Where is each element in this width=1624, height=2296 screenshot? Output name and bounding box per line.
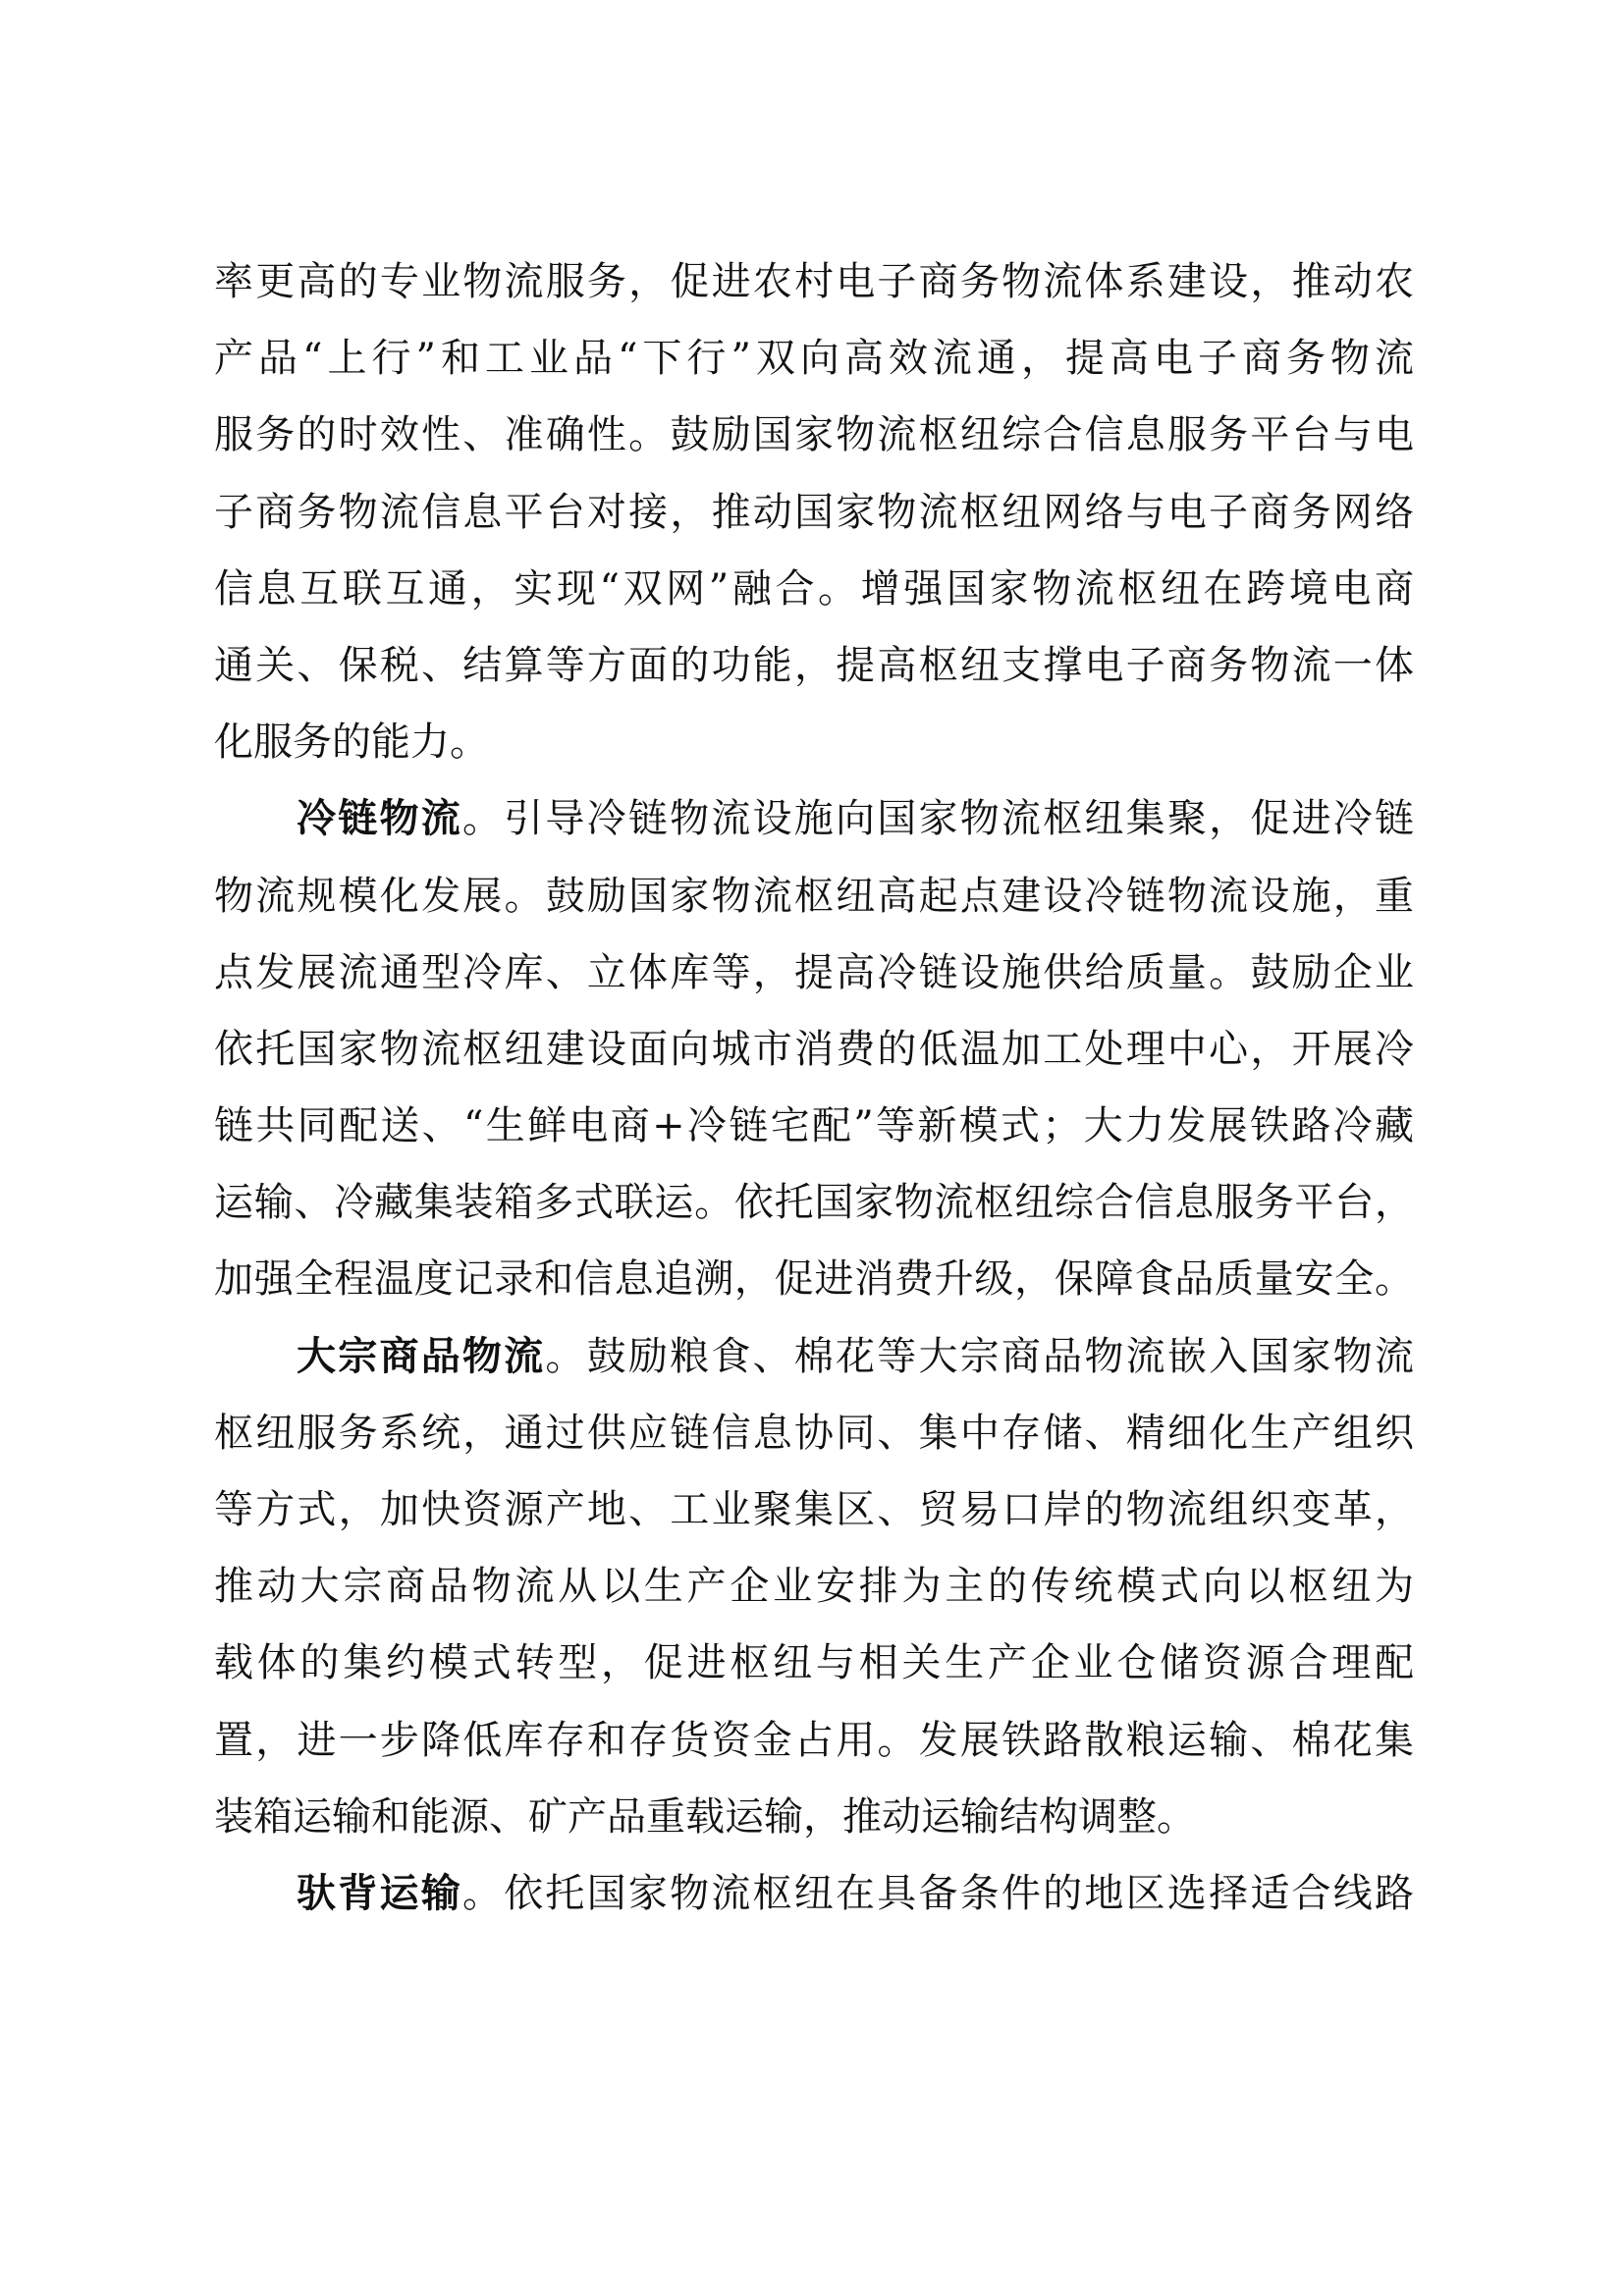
body-text bbox=[214, 243, 1414, 1932]
paragraph-line-text: 。鼓励粮食、棉花等大宗商品物流嵌入国家物流 bbox=[545, 1333, 1415, 1379]
paragraph-line: 化服务的能力。 bbox=[214, 720, 489, 766]
paragraph-line-text: 。引导冷链物流设施向国家物流枢纽集聚，促进冷链 bbox=[461, 796, 1415, 842]
paragraph-first-line bbox=[214, 1855, 1414, 1932]
paragraph-line: 率更高的专业物流服务，促进农村电子商务物流体系建设，推动农 bbox=[214, 259, 1414, 304]
paragraph-line: 产品“上行”和工业品“下行”双向高效流通，提高电子商务物流 bbox=[214, 336, 1414, 382]
section-term: 大宗商品物流 bbox=[297, 1332, 546, 1379]
paragraph-line: 点发展流通型冷库、立体库等，提高冷链设施供给质量。鼓励企业 bbox=[214, 949, 1414, 995]
paragraph-line: 链共同配送、“生鲜电商+冷链宅配”等新模式；大力发展铁路冷藏 bbox=[214, 1103, 1414, 1149]
paragraph-line: 推动大宗商品物流从以生产企业安排为主的传统模式向以枢纽为 bbox=[214, 1564, 1414, 1610]
paragraph-line: 子商务物流信息平台对接，推动国家物流枢纽网络与电子商务网络 bbox=[214, 489, 1414, 535]
section-term: 冷链物流 bbox=[297, 795, 462, 842]
paragraph-line-text: 。依托国家物流枢纽在具备条件的地区选择适合线路 bbox=[461, 1870, 1415, 1916]
paragraph-line: 加强全程温度记录和信息追溯，促进消费升级，保障食品质量安全。 bbox=[214, 1256, 1414, 1303]
paragraph-first-line bbox=[214, 1318, 1414, 1395]
paragraph-line: 依托国家物流枢纽建设面向城市消费的低温加工处理中心，开展冷 bbox=[214, 1026, 1414, 1072]
paragraph-line: 服务的时效性、准确性。鼓励国家物流枢纽综合信息服务平台与电 bbox=[214, 412, 1414, 458]
section-term: 驮背运输 bbox=[297, 1869, 462, 1916]
paragraph-line: 装箱运输和能源、矿产品重载运输，推动运输结构调整。 bbox=[214, 1793, 1196, 1840]
paragraph-line: 枢纽服务系统，通过供应链信息协同、集中存储、精细化生产组织 bbox=[214, 1410, 1414, 1456]
paragraph-line: 通关、保税、结算等方面的功能，提高枢纽支撑电子商务物流一体 bbox=[214, 642, 1414, 688]
paragraph-first-line bbox=[214, 780, 1414, 857]
paragraph-line: 载体的集约模式转型，促进枢纽与相关生产企业仓储资源合理配 bbox=[214, 1640, 1414, 1686]
paragraph-line: 置，进一步降低库存和存货资金占用。发展铁路散粮运输、棉花集 bbox=[214, 1717, 1414, 1763]
paragraph-line: 信息互联互通，实现“双网”融合。增强国家物流枢纽在跨境电商 bbox=[214, 565, 1414, 612]
paragraph-line: 物流规模化发展。鼓励国家物流枢纽高起点建设冷链物流设施，重 bbox=[214, 873, 1414, 919]
paragraph-line: 运输、冷藏集装箱多式联运。依托国家物流枢纽综合信息服务平台， bbox=[214, 1180, 1414, 1226]
paragraph-line: 等方式，加快资源产地、工业聚集区、贸易口岸的物流组织变革， bbox=[214, 1487, 1414, 1532]
